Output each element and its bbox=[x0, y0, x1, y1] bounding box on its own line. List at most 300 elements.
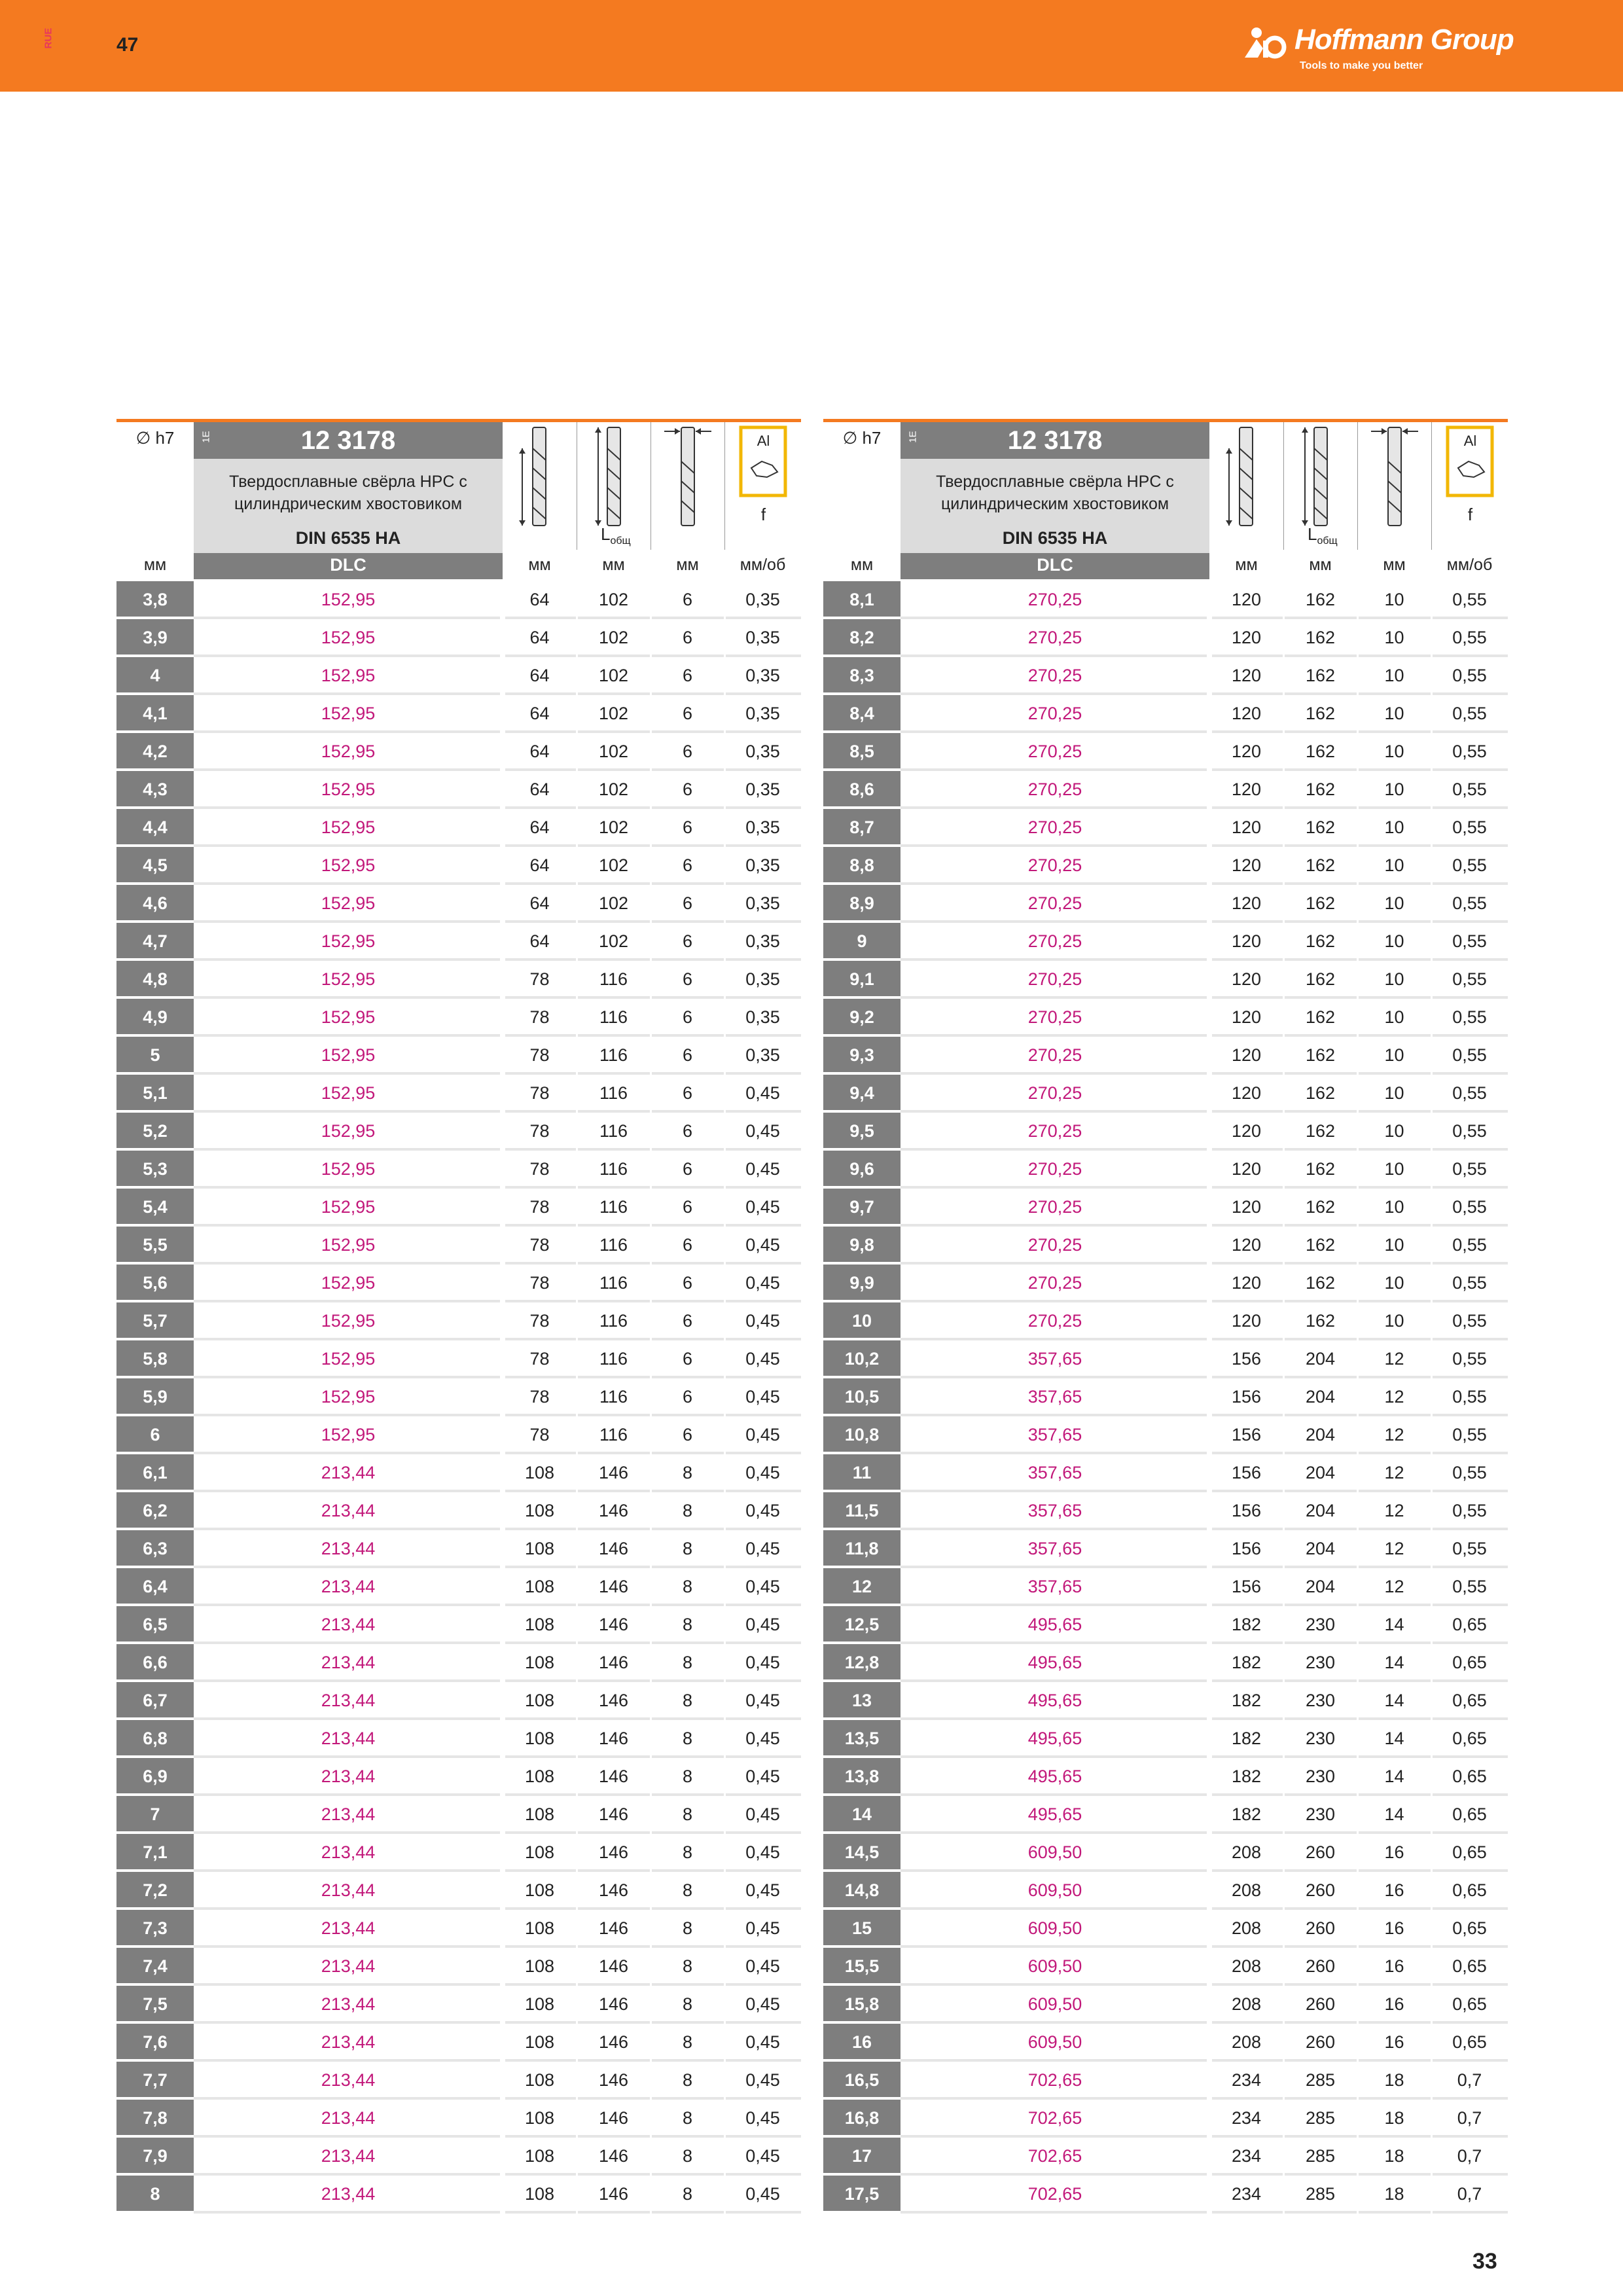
flute-length-cell: 120 bbox=[1231, 590, 1262, 609]
column-divider bbox=[1209, 1530, 1211, 1568]
column-divider bbox=[1431, 1227, 1433, 1265]
flute-length-cell: 182 bbox=[1231, 1767, 1262, 1786]
column-divider bbox=[1209, 1075, 1211, 1113]
shank-diameter-cell: 6 bbox=[682, 969, 693, 989]
flute-length-cell: 234 bbox=[1231, 2070, 1262, 2090]
total-length-cell: 260 bbox=[1305, 1880, 1336, 1900]
column-divider bbox=[576, 1644, 578, 1682]
price-cell: 213,44 bbox=[321, 1804, 376, 1824]
diameter-cell: 12 bbox=[823, 1568, 901, 1605]
feed-cell: 0,45 bbox=[745, 1539, 780, 1558]
table-row bbox=[823, 809, 1508, 846]
column-divider bbox=[576, 809, 578, 847]
shank-diameter-cell: 6 bbox=[682, 1045, 693, 1065]
feed-cell: 0,55 bbox=[1452, 780, 1487, 799]
shank-diameter-cell: 14 bbox=[1384, 1653, 1404, 1672]
total-length-cell: 146 bbox=[598, 1615, 629, 1634]
column-divider bbox=[502, 923, 504, 961]
shank-diameter-cell: 12 bbox=[1384, 1349, 1404, 1369]
column-divider bbox=[1209, 771, 1211, 809]
table-row bbox=[116, 1606, 801, 1643]
shank-diameter-cell: 6 bbox=[682, 931, 693, 951]
feed-cell: 0,35 bbox=[745, 1045, 780, 1065]
column-divider bbox=[1357, 695, 1359, 733]
diameter-cell: 9,2 bbox=[823, 999, 901, 1035]
total-length-cell: 116 bbox=[599, 1197, 628, 1217]
column-divider bbox=[576, 1948, 578, 1986]
column-divider bbox=[724, 1606, 726, 1644]
feed-cell: 0,45 bbox=[745, 1804, 780, 1824]
column-divider bbox=[1209, 695, 1211, 733]
table-row bbox=[116, 809, 801, 846]
shank-diameter-cell: 18 bbox=[1384, 2070, 1404, 2090]
column-divider bbox=[650, 1340, 652, 1378]
column-divider bbox=[502, 1834, 504, 1872]
shank-diameter-cell: 12 bbox=[1384, 1501, 1404, 1520]
column-divider bbox=[1209, 1720, 1211, 1758]
column-divider bbox=[1283, 1606, 1285, 1644]
total-length-cell: 162 bbox=[1305, 1235, 1336, 1255]
column-divider bbox=[502, 885, 504, 923]
price-cell: 213,44 bbox=[321, 1501, 376, 1520]
column-divider bbox=[1283, 1796, 1285, 1834]
flute-length-cell: 120 bbox=[1231, 628, 1262, 647]
flute-length-cell: 108 bbox=[524, 1463, 555, 1482]
column-divider bbox=[650, 581, 652, 619]
flute-length-cell: 120 bbox=[1231, 1197, 1262, 1217]
column-divider bbox=[1283, 695, 1285, 733]
column-divider bbox=[1283, 2024, 1285, 2062]
column-divider bbox=[1357, 1568, 1359, 1606]
feed-cell: 0,45 bbox=[745, 1387, 780, 1407]
column-divider bbox=[502, 1910, 504, 1948]
flute-length-cell: 120 bbox=[1231, 1311, 1262, 1331]
column-divider bbox=[576, 695, 578, 733]
feed-cell: 0,45 bbox=[745, 1273, 780, 1293]
unit-col3 bbox=[651, 553, 724, 579]
description-line-1: Твердосплавные свёрла HPC с bbox=[229, 473, 467, 491]
shank-diameter-cell: 8 bbox=[682, 1729, 693, 1748]
diameter-cell: 5,6 bbox=[116, 1265, 194, 1301]
column-divider bbox=[724, 999, 726, 1037]
column-divider bbox=[1357, 2100, 1359, 2138]
feed-cell: 0,45 bbox=[745, 1577, 780, 1596]
column-divider bbox=[1209, 1644, 1211, 1682]
shank-diameter-cell: 16 bbox=[1384, 1880, 1404, 1900]
table-row bbox=[823, 1948, 1508, 1984]
price-cell: 152,95 bbox=[321, 1311, 376, 1331]
column-divider bbox=[1357, 923, 1359, 961]
flute-length-cell: 182 bbox=[1231, 1804, 1262, 1824]
unit-col1 bbox=[1209, 553, 1283, 579]
column-divider bbox=[1283, 581, 1285, 619]
material-label: Al bbox=[1463, 433, 1477, 449]
total-length-cell: 146 bbox=[598, 1729, 629, 1748]
feed-cell: 0,45 bbox=[745, 1767, 780, 1786]
total-length-cell: 146 bbox=[598, 1539, 629, 1558]
diameter-cell: 11 bbox=[823, 1454, 901, 1491]
column-divider bbox=[1209, 1682, 1211, 1720]
diameter-cell: 14,8 bbox=[823, 1872, 901, 1909]
column-divider bbox=[576, 2176, 578, 2214]
flute-length-cell: 78 bbox=[529, 1273, 550, 1293]
column-divider bbox=[502, 1606, 504, 1644]
unit-text: мм/об bbox=[740, 556, 786, 574]
diameter-cell: 7,1 bbox=[116, 1834, 194, 1871]
shank-diameter-cell: 10 bbox=[1384, 666, 1404, 685]
column-divider bbox=[502, 809, 504, 847]
column-divider bbox=[1357, 733, 1359, 771]
table-row bbox=[116, 885, 801, 922]
flute-length-cell: 182 bbox=[1231, 1653, 1262, 1672]
unit-col2 bbox=[577, 553, 651, 579]
table-row bbox=[116, 2024, 801, 2060]
price-cell: 213,44 bbox=[321, 1615, 376, 1634]
flute-length-cell: 182 bbox=[1231, 1615, 1262, 1634]
total-length-cell: 260 bbox=[1305, 1842, 1336, 1862]
diameter-cell: 9,3 bbox=[823, 1037, 901, 1073]
column-divider bbox=[1209, 1302, 1211, 1340]
column-divider bbox=[1357, 771, 1359, 809]
column-divider bbox=[1283, 1910, 1285, 1948]
price-cell: 702,65 bbox=[1027, 2146, 1082, 2166]
unit-text: мм bbox=[1235, 556, 1258, 574]
diameter-cell: 10,5 bbox=[823, 1378, 901, 1415]
diameter-cell: 4,8 bbox=[116, 961, 194, 997]
column-divider bbox=[1357, 885, 1359, 923]
feed-cell: 0,45 bbox=[745, 1083, 780, 1103]
shank-diameter-cell: 16 bbox=[1384, 2032, 1404, 2052]
price-cell: 213,44 bbox=[321, 1918, 376, 1938]
table-row bbox=[823, 619, 1508, 656]
price-cell: 357,65 bbox=[1027, 1387, 1082, 1407]
column-divider bbox=[1283, 1265, 1285, 1302]
flute-length-cell: 64 bbox=[529, 742, 550, 761]
shank-diameter-icon bbox=[651, 422, 725, 550]
column-divider bbox=[1357, 809, 1359, 847]
column-divider bbox=[1209, 1948, 1211, 1986]
flute-length-cell: 234 bbox=[1231, 2108, 1262, 2128]
feed-cell: 0,45 bbox=[745, 1197, 780, 1217]
shank-diameter-icon bbox=[1357, 422, 1432, 550]
column-divider bbox=[724, 1644, 726, 1682]
flute-length-cell: 120 bbox=[1231, 1273, 1262, 1293]
price-cell: 270,25 bbox=[1027, 931, 1082, 951]
flute-length-cell: 108 bbox=[524, 1729, 555, 1748]
diameter-header: ∅ h7 bbox=[842, 428, 882, 448]
flute-length-cell: 64 bbox=[529, 590, 550, 609]
product-table-right bbox=[823, 419, 1508, 2238]
table-row bbox=[116, 1113, 801, 1149]
column-divider bbox=[724, 1151, 726, 1189]
column-divider bbox=[724, 1834, 726, 1872]
price-cell: 152,95 bbox=[321, 1349, 376, 1369]
column-divider bbox=[502, 657, 504, 695]
column-divider bbox=[1431, 1530, 1433, 1568]
column-divider bbox=[1357, 1113, 1359, 1151]
table-row bbox=[116, 1378, 801, 1415]
column-divider bbox=[724, 1340, 726, 1378]
column-divider bbox=[1357, 1644, 1359, 1682]
table-row bbox=[823, 923, 1508, 960]
table-row bbox=[116, 581, 801, 618]
feed-cell: 0,35 bbox=[745, 931, 780, 951]
shank-diameter-cell: 10 bbox=[1384, 1159, 1404, 1179]
flute-length-cell: 234 bbox=[1231, 2146, 1262, 2166]
total-length-cell: 116 bbox=[599, 1235, 628, 1255]
column-divider bbox=[1283, 2100, 1285, 2138]
shank-diameter-cell: 10 bbox=[1384, 969, 1404, 989]
column-divider bbox=[502, 2024, 504, 2062]
diameter-cell: 6,2 bbox=[116, 1492, 194, 1529]
unit-diameter bbox=[823, 553, 901, 579]
column-divider bbox=[502, 2062, 504, 2100]
shank-diameter-cell: 8 bbox=[682, 1956, 693, 1976]
price-cell: 152,95 bbox=[321, 1083, 376, 1103]
column-divider bbox=[502, 1378, 504, 1416]
column-divider bbox=[724, 1568, 726, 1606]
column-divider bbox=[576, 1872, 578, 1910]
column-divider bbox=[1357, 1265, 1359, 1302]
shank-diameter-cell: 16 bbox=[1384, 1994, 1404, 2014]
column-divider bbox=[576, 999, 578, 1037]
table-row bbox=[116, 1796, 801, 1833]
column-divider bbox=[502, 2100, 504, 2138]
column-divider bbox=[1431, 1720, 1433, 1758]
feed-cell: 0,55 bbox=[1452, 1539, 1487, 1558]
shank-diameter-cell: 6 bbox=[682, 855, 693, 875]
diameter-cell: 4,9 bbox=[116, 999, 194, 1035]
table-row bbox=[116, 733, 801, 770]
language-code: RUE bbox=[43, 27, 54, 49]
diameter-cell: 5,1 bbox=[116, 1075, 194, 1111]
feed-cell: 0,55 bbox=[1452, 1007, 1487, 1027]
diameter-cell: 4,6 bbox=[116, 885, 194, 922]
column-divider bbox=[724, 1378, 726, 1416]
code-1e: 1E bbox=[907, 431, 919, 443]
price-cell: 152,95 bbox=[321, 666, 376, 685]
unit-text: мм/об bbox=[1446, 556, 1493, 574]
column-divider bbox=[1209, 961, 1211, 999]
column-divider bbox=[1283, 1189, 1285, 1227]
table-row bbox=[823, 695, 1508, 732]
total-length-letter: L bbox=[1308, 524, 1317, 544]
column-divider bbox=[1283, 1720, 1285, 1758]
column-divider bbox=[576, 1454, 578, 1492]
table-row bbox=[823, 1340, 1508, 1377]
price-cell: 357,65 bbox=[1027, 1501, 1082, 1520]
column-divider bbox=[502, 581, 504, 619]
table-row bbox=[116, 771, 801, 808]
price-cell: 609,50 bbox=[1027, 1918, 1082, 1938]
flute-length-cell: 108 bbox=[524, 2184, 555, 2204]
column-divider bbox=[1209, 581, 1211, 619]
column-divider bbox=[1283, 961, 1285, 999]
column-divider bbox=[502, 1075, 504, 1113]
column-divider bbox=[1209, 1986, 1211, 2024]
column-divider bbox=[502, 1454, 504, 1492]
price-cell: 609,50 bbox=[1027, 1994, 1082, 2014]
total-length-icon bbox=[1283, 422, 1358, 550]
diameter-cell: 17 bbox=[823, 2138, 901, 2174]
total-length-cell: 162 bbox=[1305, 1007, 1336, 1027]
price-cell: 213,44 bbox=[321, 1880, 376, 1900]
table-row bbox=[116, 1758, 801, 1795]
feed-cell: 0,55 bbox=[1452, 1349, 1487, 1369]
total-length-cell: 285 bbox=[1305, 2146, 1336, 2166]
column-divider bbox=[724, 1492, 726, 1530]
diameter-cell: 8,8 bbox=[823, 847, 901, 884]
price-cell: 270,25 bbox=[1027, 1159, 1082, 1179]
column-divider bbox=[724, 1796, 726, 1834]
column-divider bbox=[1431, 2138, 1433, 2176]
column-divider bbox=[1431, 695, 1433, 733]
feed-cell: 0,45 bbox=[745, 2070, 780, 2090]
total-length-cell: 204 bbox=[1305, 1349, 1336, 1369]
total-length-icon bbox=[577, 422, 651, 550]
flute-length-cell: 78 bbox=[529, 969, 550, 989]
price-cell: 270,25 bbox=[1027, 1007, 1082, 1027]
column-divider bbox=[1357, 1682, 1359, 1720]
total-length-cell: 162 bbox=[1305, 817, 1336, 837]
column-divider bbox=[1209, 1834, 1211, 1872]
column-divider bbox=[1209, 1378, 1211, 1416]
column-divider bbox=[1357, 1227, 1359, 1265]
column-divider bbox=[502, 1758, 504, 1796]
shank-diameter-cell: 14 bbox=[1384, 1615, 1404, 1634]
total-length-sub: общ bbox=[610, 535, 631, 547]
diameter-cell: 4,3 bbox=[116, 771, 194, 808]
table-row bbox=[823, 1872, 1508, 1909]
flute-length-cell: 108 bbox=[524, 2146, 555, 2166]
shank-diameter-cell: 6 bbox=[682, 590, 693, 609]
column-divider bbox=[1283, 1454, 1285, 1492]
flute-length-cell: 108 bbox=[524, 1767, 555, 1786]
column-divider bbox=[1431, 885, 1433, 923]
catalog-page-number: 47 bbox=[116, 34, 139, 56]
total-length-cell: 146 bbox=[598, 1501, 629, 1520]
column-divider bbox=[576, 1834, 578, 1872]
product-description bbox=[194, 471, 503, 515]
shank-diameter-cell: 8 bbox=[682, 1804, 693, 1824]
diameter-cell: 7,3 bbox=[116, 1910, 194, 1946]
flute-length-cell: 156 bbox=[1231, 1501, 1262, 1520]
total-length-label bbox=[1308, 524, 1338, 547]
column-divider bbox=[1283, 771, 1285, 809]
column-divider bbox=[1431, 1037, 1433, 1075]
flute-length-cell: 78 bbox=[529, 1121, 550, 1141]
table-row bbox=[823, 1986, 1508, 2022]
flute-length-cell: 78 bbox=[529, 1045, 550, 1065]
flute-length-cell: 120 bbox=[1231, 780, 1262, 799]
price-cell: 213,44 bbox=[321, 1994, 376, 2014]
feed-cell: 0,45 bbox=[745, 1463, 780, 1482]
column-divider bbox=[1209, 1227, 1211, 1265]
total-length-cell: 260 bbox=[1305, 1994, 1336, 2014]
table-row bbox=[823, 1796, 1508, 1833]
shank-diameter-cell: 10 bbox=[1384, 704, 1404, 723]
diameter-cell: 17,5 bbox=[823, 2176, 901, 2212]
diameter-cell: 6,4 bbox=[116, 1568, 194, 1605]
feed-cell: 0,55 bbox=[1452, 855, 1487, 875]
column-divider bbox=[650, 1948, 652, 1986]
column-divider bbox=[576, 2062, 578, 2100]
column-divider bbox=[1431, 923, 1433, 961]
standard-label: DIN 6535 HA bbox=[295, 528, 401, 548]
diameter-cell: 9 bbox=[823, 923, 901, 960]
table-row bbox=[823, 1606, 1508, 1643]
price-cell: 213,44 bbox=[321, 1691, 376, 1710]
column-divider bbox=[502, 847, 504, 885]
column-divider bbox=[650, 2062, 652, 2100]
price-cell: 270,25 bbox=[1027, 893, 1082, 913]
flute-length-cell: 120 bbox=[1231, 666, 1262, 685]
flute-length-cell: 108 bbox=[524, 2032, 555, 2052]
brand-name: Hoffmann Group bbox=[1294, 24, 1514, 56]
table-row bbox=[823, 1075, 1508, 1111]
price-cell: 270,25 bbox=[1027, 969, 1082, 989]
flute-length-cell: 208 bbox=[1231, 1880, 1262, 1900]
column-divider bbox=[650, 1796, 652, 1834]
shank-diameter-cell: 6 bbox=[682, 893, 693, 913]
total-length-cell: 230 bbox=[1305, 1767, 1336, 1786]
product-table-left bbox=[116, 419, 801, 2238]
flute-length-cell: 120 bbox=[1231, 969, 1262, 989]
column-divider bbox=[576, 1530, 578, 1568]
shank-diameter-cell: 6 bbox=[682, 1387, 693, 1407]
shank-diameter-cell: 10 bbox=[1384, 817, 1404, 837]
shank-diameter-cell: 8 bbox=[682, 1577, 693, 1596]
price-cell: 609,50 bbox=[1027, 1880, 1082, 1900]
feed-label: f bbox=[760, 505, 766, 524]
total-length-cell: 162 bbox=[1305, 1197, 1336, 1217]
feed-cell: 0,65 bbox=[1452, 1691, 1487, 1710]
shank-diameter-cell: 8 bbox=[682, 1918, 693, 1938]
total-length-cell: 162 bbox=[1305, 969, 1336, 989]
shank-diameter-cell: 10 bbox=[1384, 1273, 1404, 1293]
column-divider bbox=[576, 1606, 578, 1644]
diameter-cell: 11,5 bbox=[823, 1492, 901, 1529]
diameter-cell: 13,5 bbox=[823, 1720, 901, 1757]
price-cell: 213,44 bbox=[321, 2070, 376, 2090]
diameter-cell: 6,3 bbox=[116, 1530, 194, 1567]
column-divider bbox=[1357, 1720, 1359, 1758]
table-row bbox=[116, 2176, 801, 2212]
column-divider bbox=[502, 961, 504, 999]
feed-cell: 0,65 bbox=[1452, 1880, 1487, 1900]
column-divider bbox=[1357, 1986, 1359, 2024]
flute-length-cell: 78 bbox=[529, 1387, 550, 1407]
price-cell: 357,65 bbox=[1027, 1577, 1082, 1596]
shank-diameter-cell: 8 bbox=[682, 1842, 693, 1862]
column-divider bbox=[1209, 2100, 1211, 2138]
price-cell: 357,65 bbox=[1027, 1425, 1082, 1444]
feed-cell: 0,55 bbox=[1452, 742, 1487, 761]
code-1e: 1E bbox=[200, 431, 212, 443]
shank-diameter-cell: 8 bbox=[682, 1463, 693, 1482]
material-label: Al bbox=[757, 433, 770, 449]
flute-length-cell: 108 bbox=[524, 1615, 555, 1634]
shank-diameter-cell: 10 bbox=[1384, 931, 1404, 951]
column-divider bbox=[650, 657, 652, 695]
column-divider bbox=[576, 1037, 578, 1075]
shank-diameter-cell: 8 bbox=[682, 2146, 693, 2166]
column-divider bbox=[502, 1416, 504, 1454]
column-divider bbox=[1283, 1568, 1285, 1606]
price-cell: 270,25 bbox=[1027, 704, 1082, 723]
column-divider bbox=[1209, 1872, 1211, 1910]
column-divider bbox=[1209, 1037, 1211, 1075]
